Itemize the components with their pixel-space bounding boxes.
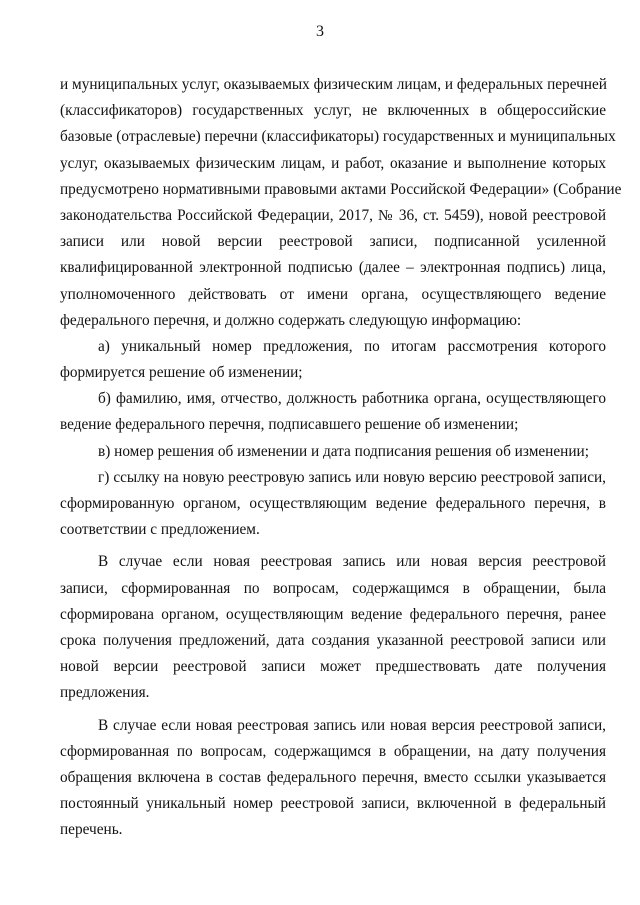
- text-line: В случае если новая реестровая запись или новая версия реестровой: [98, 553, 606, 571]
- list-item-b: [60, 386, 606, 438]
- text-line: записи или новой версии реестровой записи, подписанной усиленной: [60, 233, 606, 251]
- text-line: В случае если новая реестровая запись или новая версия реестровой записи,: [98, 716, 606, 734]
- text-line: предложения.: [60, 684, 150, 702]
- text-line: базовые (отраслевые) перечни (классификаторы) государственных и муниципальных: [60, 128, 616, 146]
- text-line: постоянный уникальный номер реестровой записи, включенной в федеральный: [60, 795, 606, 813]
- text-line: и муниципальных услуг, оказываемых физическим лицам, и федеральных перечней: [60, 76, 607, 93]
- page-number: 3: [316, 23, 324, 40]
- text-line: обращения включена в состав федерального перечня, вместо ссылки указывается: [60, 768, 606, 786]
- paragraph-early-record: [60, 549, 606, 706]
- text-line: услуг, оказываемых физическим лицам, и работ, оказание и выполнение которых: [60, 154, 606, 172]
- text-line: формируется решение об изменении;: [60, 364, 303, 382]
- text-line: в) номер решения об изменении и дата подписания решения об изменении;: [98, 442, 589, 460]
- list-item-g: [60, 465, 606, 544]
- text-line: (классификаторов) государственных услуг, не включенных в общероссийские: [60, 102, 606, 120]
- text-line: а) уникальный номер предложения, по итогам рассмотрения которого: [98, 337, 606, 355]
- list-item-v: [60, 439, 606, 465]
- document-body: [60, 72, 622, 843]
- text-line: предусмотрено нормативными правовыми актами Российской Федерации» (Собрание: [60, 180, 622, 198]
- text-line: квалифицированной электронной подписью (далее – электронная подпись) лица,: [60, 259, 606, 277]
- text-line: б) фамилию, имя, отчество, должность работника органа, осуществляющего: [98, 390, 606, 408]
- text-line: федерального перечня, и должно содержать следующую информацию:: [60, 311, 522, 329]
- text-line: уполномоченного действовать от имени органа, осуществляющего ведение: [60, 285, 606, 303]
- text-line: срока получения предложений, дата создания указанной реестровой записи или: [60, 631, 606, 649]
- text-line: записи, сформированная по вопросам, содержащимся в обращении, была: [60, 579, 606, 597]
- text-line: перечень.: [60, 821, 123, 839]
- text-line: новой версии реестровой записи может предшествовать дате получения: [60, 658, 606, 676]
- paragraph-continuation: [60, 72, 622, 334]
- text-line: сформированную органом, осуществляющим ведение федерального перечня, в: [60, 495, 606, 512]
- text-line: ведение федерального перечня, подписавшего решение об изменении;: [60, 416, 519, 434]
- text-line: соответствии с предложением.: [60, 521, 260, 539]
- list-item-a: [60, 334, 606, 386]
- text-line: сформированная по вопросам, содержащимся в обращении, на дату получения: [60, 742, 606, 760]
- text-line: законодательства Российской Федерации, 2017, № 36, ст. 5459), новой реестровой: [60, 206, 606, 224]
- paragraph-included-record: [60, 713, 606, 844]
- text-line: г) ссылку на новую реестровую запись или новую версию реестровой записи,: [98, 468, 606, 486]
- text-line: сформирована органом, осуществляющим ведение федерального перечня, ранее: [60, 605, 606, 623]
